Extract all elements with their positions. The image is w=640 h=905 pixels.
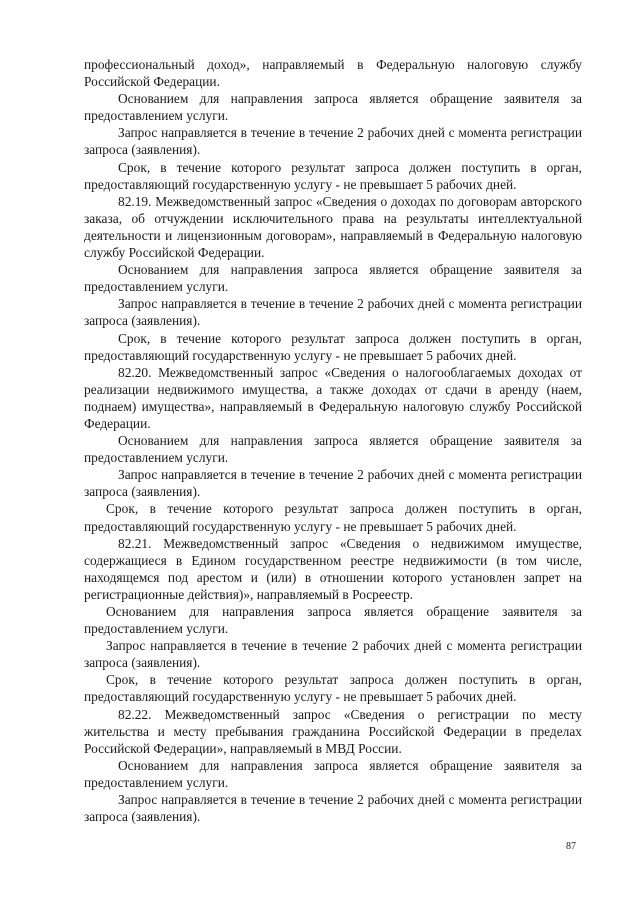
page-number: 87 <box>566 841 576 852</box>
paragraph: Срок, в течение которого результат запроса должен поступить в орган, предоставляющий государственную услугу - не превышает 5 рабочих дней. <box>84 672 582 705</box>
paragraph: Основанием для направления запроса является обращение заявителя за предоставлением услуги. <box>84 757 582 790</box>
paragraph: Срок, в течение которого результат запроса должен поступить в орган, предоставляющий государственную услугу - не превышает 5 рабочих дней. <box>84 501 582 534</box>
paragraph: 82.19. Межведомственный запрос «Сведения о доходах по договорам авторского заказа, об отчуждении исключительного права на результаты интеллектуальной деятельности и лицензионным договорам», направляемый в Федеральную налоговую службу Российской Федерации. <box>84 193 582 261</box>
paragraph: Срок, в течение которого результат запроса должен поступить в орган, предоставляющий государственную услугу - не превышает 5 рабочих дней. <box>84 159 582 192</box>
paragraph: Запрос направляется в течение в течение 2 рабочих дней с момента регистрации запроса (заявления). <box>84 792 582 825</box>
paragraph: Срок, в течение которого результат запроса должен поступить в орган, предоставляющий государственную услугу - не превышает 5 рабочих дней. <box>84 330 582 363</box>
paragraph: Основанием для направления запроса является обращение заявителя за предоставлением услуги. <box>84 91 582 124</box>
paragraph: Запрос направляется в течение в течение 2 рабочих дней с момента регистрации запроса (заявления). <box>84 296 582 329</box>
paragraph: Запрос направляется в течение в течение 2 рабочих дней с момента регистрации запроса (заявления). <box>84 467 582 500</box>
paragraph: Запрос направляется в течение в течение 2 рабочих дней с момента регистрации запроса (заявления). <box>84 638 582 671</box>
paragraph: Основанием для направления запроса является обращение заявителя за предоставлением услуги. <box>84 262 582 295</box>
paragraph: 82.20. Межведомственный запрос «Сведения о налогооблагаемых доходах от реализации недвижимого имущества, а также доходах от сдачи в аренду (наем, поднаем) имущества», направляемый в Федеральную налоговую службу Российской Федерации. <box>84 364 582 431</box>
document-body <box>84 56 582 825</box>
paragraph: Основанием для направления запроса является обращение заявителя за предоставлением услуги. <box>84 433 582 466</box>
paragraph: Запрос направляется в течение в течение 2 рабочих дней с момента регистрации запроса (заявления). <box>84 125 582 158</box>
paragraph: профессиональный доход», направляемый в Федеральную налоговую службу Российской Федерации. <box>84 57 582 90</box>
paragraph: Основанием для направления запроса является обращение заявителя за предоставлением услуги. <box>84 604 582 637</box>
paragraph: 82.22. Межведомственный запрос «Сведения о регистрации по месту жительства и месту пребывания гражданина Российской Федерации в пределах Российской Федерации», направляемый в МВД России. <box>84 706 582 756</box>
paragraph: 82.21. Межведомственный запрос «Сведения о недвижимом имуществе, содержащиеся в Едином государственном реестре недвижимости (в том числе, находящемся под арестом и (или) в отношении которого установлен запрет на регистрационные действия)», направляемый в Росреестр. <box>84 535 582 602</box>
